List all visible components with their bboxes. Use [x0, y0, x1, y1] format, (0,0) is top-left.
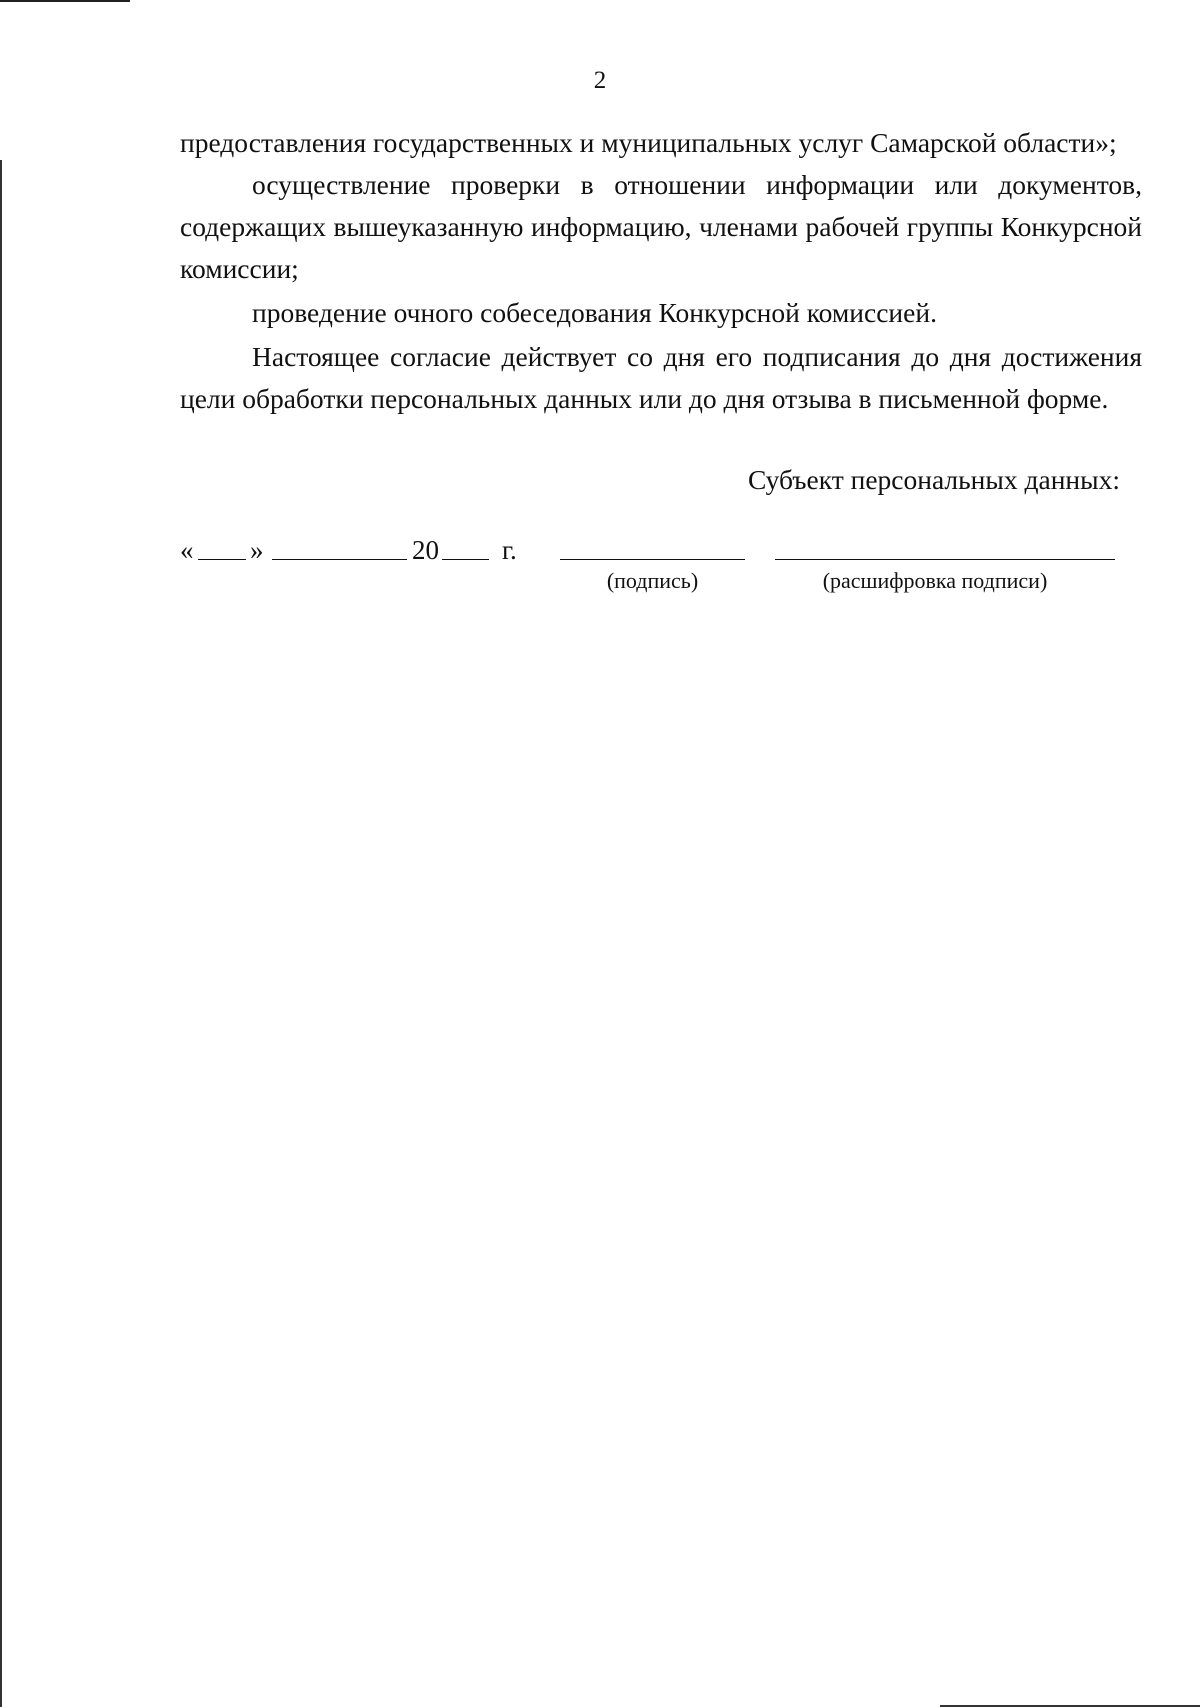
paragraph-consent-validity: Настоящее согласие действует со дня его подписания до дня достижения цели обработки персональных данных или до дня отзыва в письменной форме. — [180, 341, 1142, 414]
signature-caption: (подпись) — [606, 568, 699, 593]
paragraph-interview: проведение очного собеседования Конкурсной комиссией. — [252, 297, 937, 328]
signature-row — [180, 532, 1180, 602]
date-open-quote: « — [180, 535, 194, 565]
scan-artifact-top — [0, 0, 130, 2]
page-number: 2 — [593, 67, 607, 94]
year-prefix: 20 — [412, 535, 439, 565]
decryption-blank-line — [775, 559, 1115, 560]
month-blank-line — [272, 559, 407, 560]
paragraph-verification: осуществление проверки в отношении информации или документов, содержащих вышеуказанную информацию, членами рабочей группы Конкурсной комиссии; — [180, 169, 1142, 284]
subject-label: Субъект персональных данных: — [747, 464, 1120, 495]
day-blank-line — [198, 559, 246, 560]
signature-blank-line — [560, 559, 745, 560]
decryption-caption: (расшифровка подписи) — [822, 568, 1048, 593]
year-blank-line — [442, 559, 489, 560]
document-body — [180, 122, 1142, 420]
paragraph-continuation: предоставления государственных и муниципальных услуг Самарской области»; — [180, 127, 1117, 158]
year-suffix: г. — [502, 535, 517, 565]
scan-artifact-left — [0, 160, 2, 1707]
date-close-quote: » — [250, 535, 264, 565]
